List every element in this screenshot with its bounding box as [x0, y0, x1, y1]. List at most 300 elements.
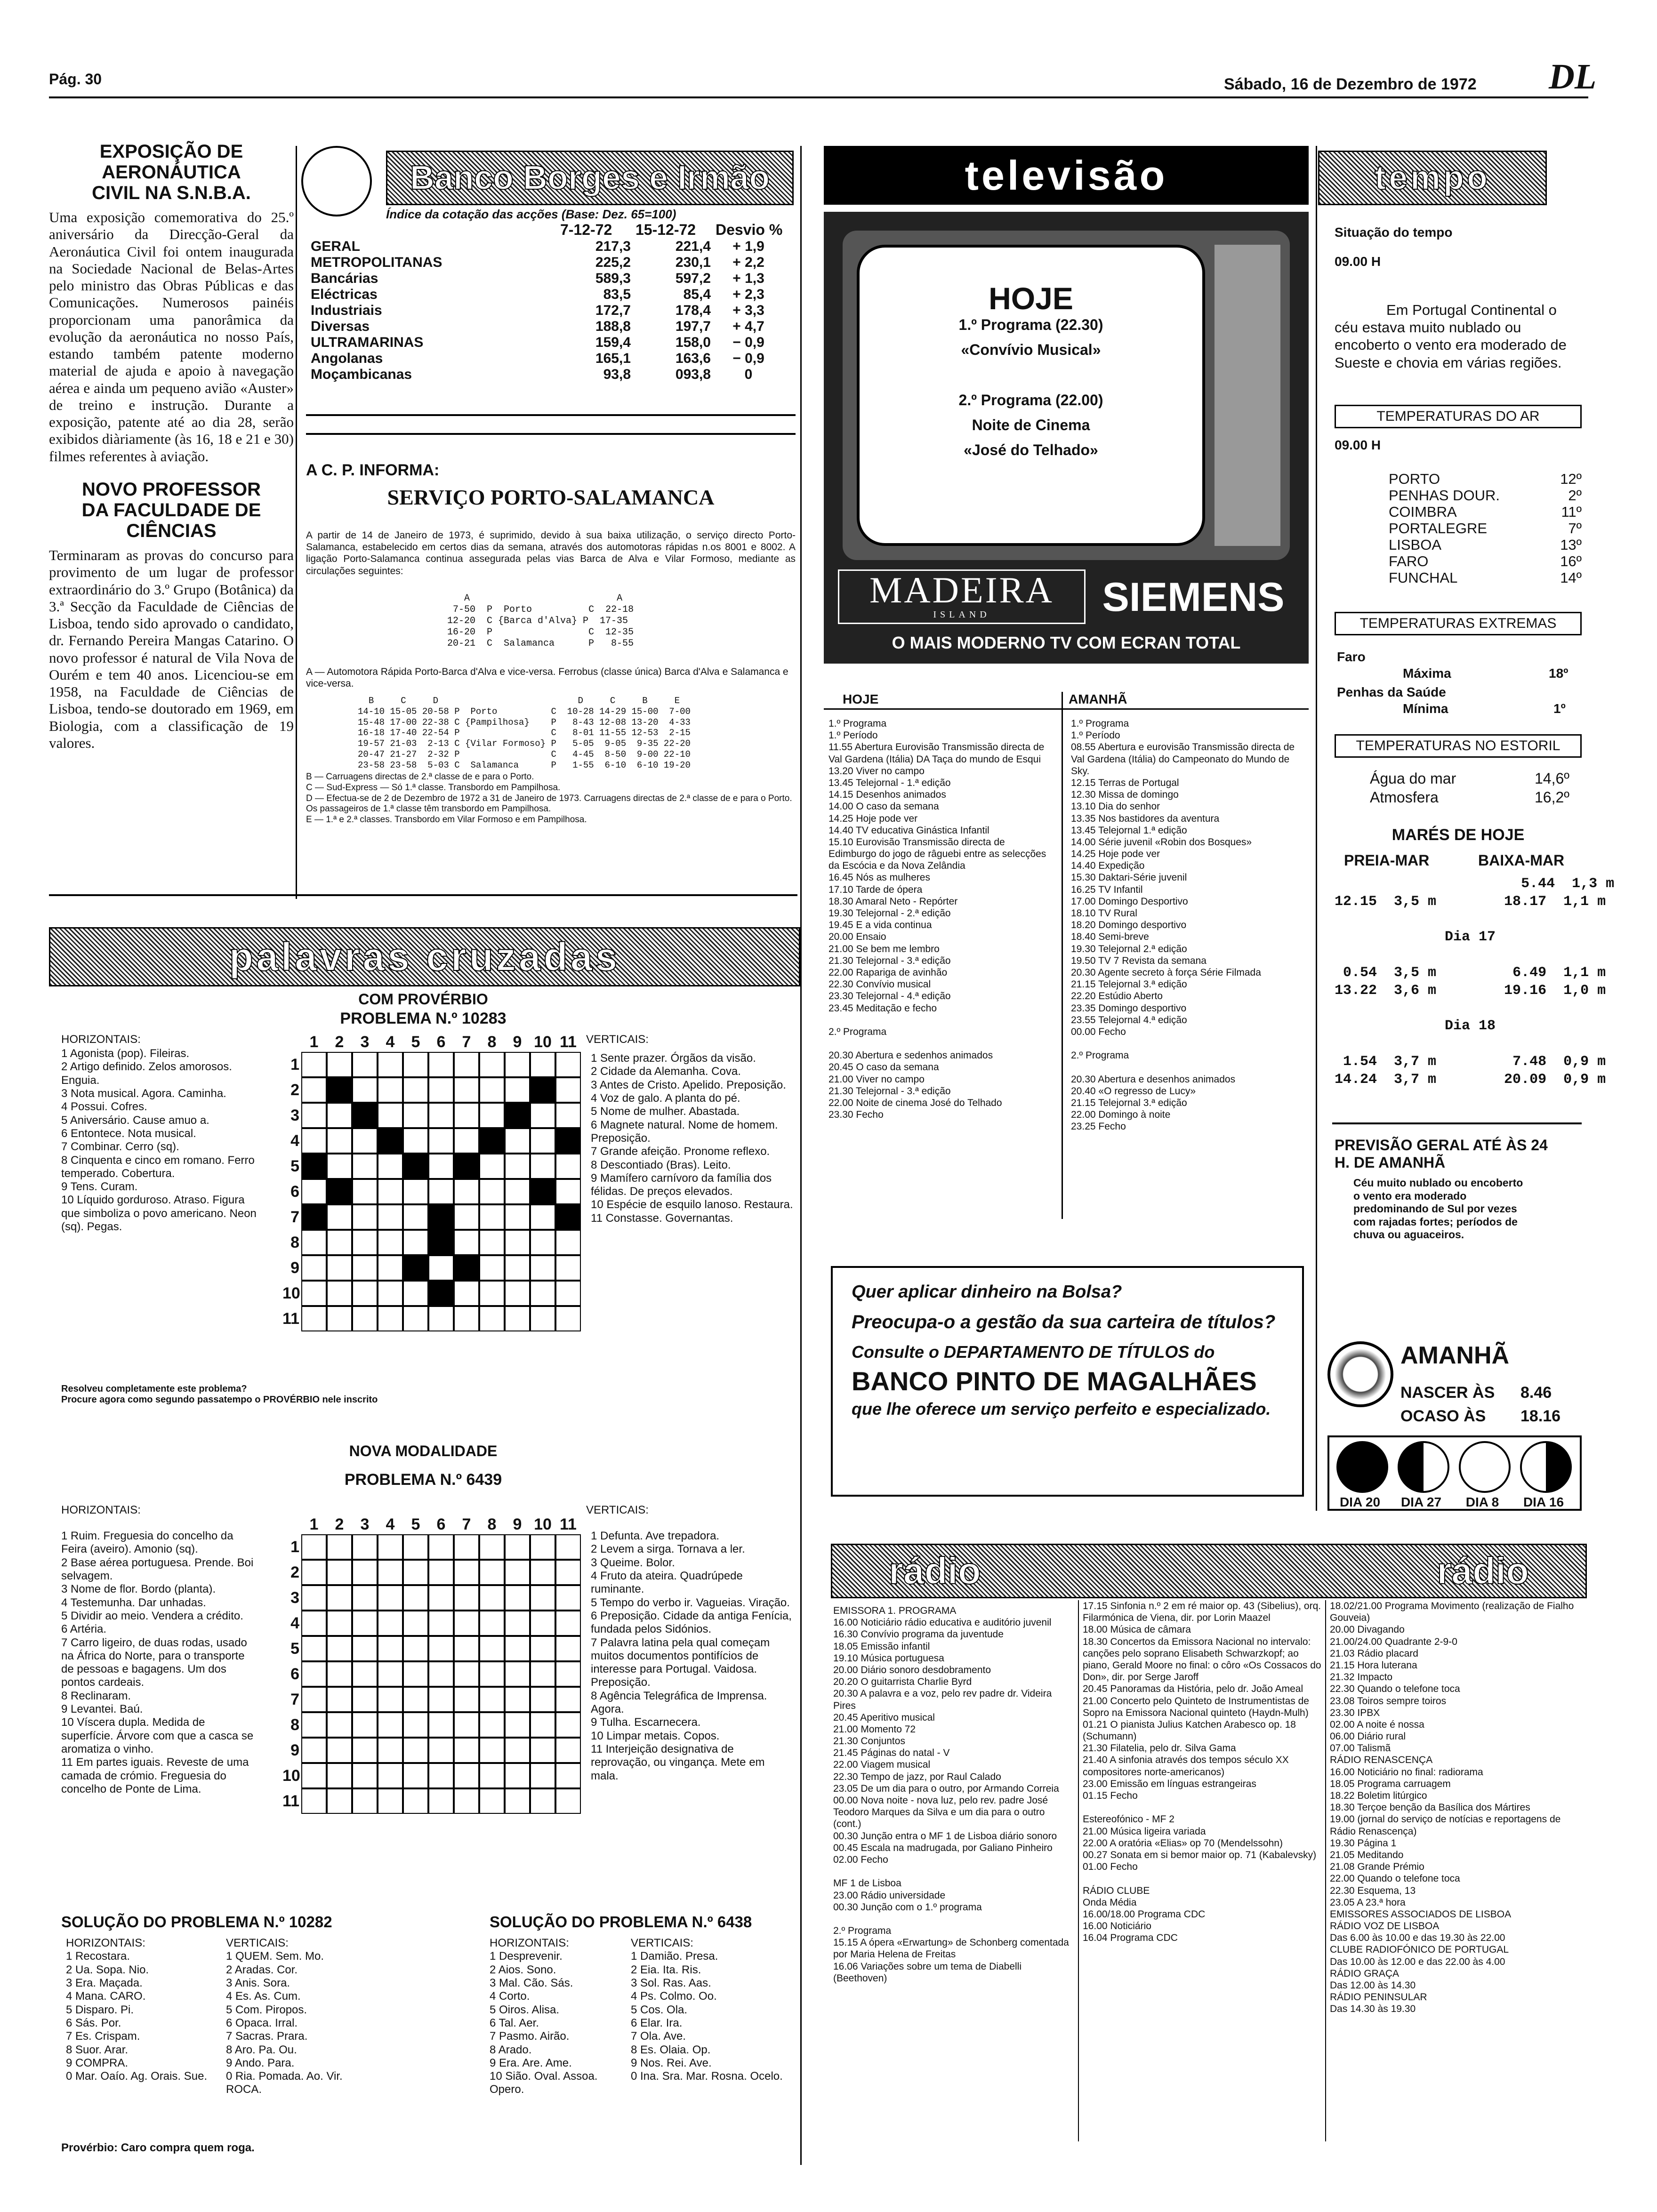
grid-cell[interactable]: [505, 1661, 530, 1687]
grid-cell[interactable]: [327, 1255, 352, 1281]
grid-black-cell: [555, 1128, 581, 1154]
grid-col-number: 11: [560, 1033, 577, 1051]
grid-cell[interactable]: [403, 1052, 428, 1077]
grid-cell[interactable]: [505, 1230, 530, 1255]
grid-cell[interactable]: [378, 1306, 403, 1331]
grid-col-number: 7: [462, 1033, 471, 1051]
grid-cell[interactable]: [403, 1661, 428, 1687]
crossword-grid-1[interactable]: [282, 1033, 584, 1334]
grid-cell[interactable]: [555, 1763, 581, 1788]
grid-cell[interactable]: [378, 1077, 403, 1103]
acp-title: SERVIÇO PORTO-SALAMANCA: [387, 485, 715, 509]
grid-cell[interactable]: [454, 1763, 479, 1788]
grid-cell[interactable]: [530, 1585, 555, 1611]
grid-cell[interactable]: [301, 1281, 327, 1306]
grid-cell[interactable]: [530, 1255, 555, 1281]
grid-cell[interactable]: [327, 1611, 352, 1636]
grid-cell[interactable]: [479, 1179, 505, 1204]
grid-cell[interactable]: [301, 1560, 327, 1585]
grid-cell[interactable]: [479, 1712, 505, 1738]
grid-row-number: 7: [290, 1208, 299, 1226]
grid-cell[interactable]: [301, 1763, 327, 1788]
grid-cell[interactable]: [505, 1306, 530, 1331]
grid-cell[interactable]: [428, 1585, 454, 1611]
cidade-temp: 2º: [1568, 487, 1582, 504]
grid-cell[interactable]: [505, 1738, 530, 1763]
exposicao-title: EXPOSIÇÃO DE AERONÁUTICA CIVIL NA S.N.B.A.: [92, 141, 251, 203]
grid-cell[interactable]: [555, 1154, 581, 1179]
grid-cell[interactable]: [479, 1636, 505, 1661]
grid-cell[interactable]: [352, 1128, 378, 1154]
grid-cell[interactable]: [403, 1687, 428, 1712]
grid-cell[interactable]: [403, 1712, 428, 1738]
grid-cell[interactable]: [454, 1712, 479, 1738]
grid-cell[interactable]: [479, 1763, 505, 1788]
grid-cell[interactable]: [428, 1712, 454, 1738]
grid-cell[interactable]: [505, 1687, 530, 1712]
grid-cell[interactable]: [428, 1077, 454, 1103]
grid-cell[interactable]: [530, 1687, 555, 1712]
grid-cell[interactable]: [403, 1611, 428, 1636]
grid-cell[interactable]: [327, 1534, 352, 1560]
grid-row-number: 2: [290, 1563, 299, 1581]
grid-cell[interactable]: [403, 1103, 428, 1128]
grid-cell[interactable]: [428, 1560, 454, 1585]
grid-cell[interactable]: [352, 1534, 378, 1560]
tv-screen: [857, 245, 1205, 546]
page-date: Sábado, 16 de Dezembro de 1972: [1224, 75, 1477, 93]
grid-cell[interactable]: [403, 1179, 428, 1204]
atmosfera-label: Atmosfera: [1370, 789, 1439, 806]
grid-cell[interactable]: [403, 1636, 428, 1661]
grid-cell[interactable]: [301, 1534, 327, 1560]
grid-cell[interactable]: [454, 1661, 479, 1687]
grid-col-number: 11: [560, 1515, 577, 1533]
grid-cell[interactable]: [555, 1255, 581, 1281]
grid-cell[interactable]: [378, 1712, 403, 1738]
grid-cell[interactable]: [327, 1306, 352, 1331]
p1-vert: 1 Sente prazer. Órgãos da visão. 2 Cidade da Alemanha. Cova. 3 Antes de Cristo. Apelido. Preposição. 4 Voz de galo. A planta do pé. 5 Nome de mulher. Abastada. 6 Magnete natural. Nome de homem. Preposição. 7 Grande afeição. Pronome reflexo. 8 Descontiado (Bras). Leito. 9 Mamífero carnívoro da família dos félidas. De preços elevados. 10 Espécie de esquilo lanoso. Restaura. 11 Constasse. Governantas.: [591, 1052, 793, 1225]
p1-title: COM PROVÉRBIO: [358, 991, 488, 1008]
grid-cell[interactable]: [428, 1661, 454, 1687]
grid-cell[interactable]: [403, 1763, 428, 1788]
banco-banner: Banco Borges e Irmão: [386, 151, 794, 205]
acp-table-1: A A 7-50 P Porto C 22-18 12-20 C {Barca d'Alva} P 17-35 16-20 P C 12-35 20-21 C Salamanca P 8-55: [447, 593, 634, 649]
grid-cell[interactable]: [530, 1281, 555, 1306]
cidade-nome: PORTALEGRE: [1389, 520, 1488, 537]
grid-cell[interactable]: [352, 1230, 378, 1255]
grid-cell[interactable]: [530, 1763, 555, 1788]
grid-cell[interactable]: [530, 1611, 555, 1636]
grid-cell[interactable]: [403, 1204, 428, 1230]
cidade-row: [1389, 487, 1582, 504]
grid-cell[interactable]: [530, 1128, 555, 1154]
grid-cell[interactable]: [428, 1103, 454, 1128]
grid-cell[interactable]: [479, 1611, 505, 1636]
banco-row: [311, 367, 791, 383]
grid-black-cell: [454, 1154, 479, 1179]
grid-cell[interactable]: [530, 1788, 555, 1814]
bolsa-ad: [831, 1266, 1304, 1497]
grid-cell[interactable]: [428, 1738, 454, 1763]
grid-cell[interactable]: [352, 1636, 378, 1661]
bolsa-bank: BANCO PINTO DE MAGALHÃES: [852, 1366, 1257, 1396]
grid-cell[interactable]: [352, 1763, 378, 1788]
grid-cell[interactable]: [505, 1281, 530, 1306]
grid-cell[interactable]: [428, 1306, 454, 1331]
grid-cell[interactable]: [378, 1204, 403, 1230]
grid-cell[interactable]: [479, 1560, 505, 1585]
grid-row-number: 8: [290, 1234, 299, 1251]
grid-cell[interactable]: [454, 1687, 479, 1712]
tv-brand-madeira: MADEIRA ISLAND: [838, 569, 1086, 624]
grid-cell[interactable]: [479, 1687, 505, 1712]
grid-cell[interactable]: [530, 1306, 555, 1331]
grid-cell[interactable]: [327, 1230, 352, 1255]
grid-cell[interactable]: [301, 1788, 327, 1814]
grid-cell[interactable]: [555, 1103, 581, 1128]
grid-cell[interactable]: [555, 1738, 581, 1763]
moon-new: [1336, 1441, 1388, 1493]
grid-cell[interactable]: [301, 1611, 327, 1636]
grid-cell[interactable]: [530, 1230, 555, 1255]
grid-cell[interactable]: [301, 1738, 327, 1763]
grid-cell[interactable]: [378, 1585, 403, 1611]
grid-cell[interactable]: [428, 1128, 454, 1154]
grid-cell[interactable]: [428, 1636, 454, 1661]
grid-cell[interactable]: [403, 1534, 428, 1560]
grid-cell[interactable]: [428, 1179, 454, 1204]
grid-cell[interactable]: [505, 1128, 530, 1154]
grid-cell[interactable]: [454, 1306, 479, 1331]
grid-cell[interactable]: [505, 1611, 530, 1636]
grid-black-cell: [555, 1204, 581, 1230]
grid-cell[interactable]: [530, 1661, 555, 1687]
grid-cell[interactable]: [378, 1763, 403, 1788]
grid-cell[interactable]: [403, 1560, 428, 1585]
grid-cell[interactable]: [352, 1788, 378, 1814]
grid-cell[interactable]: [352, 1255, 378, 1281]
grid-cell[interactable]: [530, 1738, 555, 1763]
grid-cell[interactable]: [530, 1204, 555, 1230]
grid-cell[interactable]: [301, 1306, 327, 1331]
grid-cell[interactable]: [555, 1534, 581, 1560]
grid-cell[interactable]: [555, 1636, 581, 1661]
grid-cell[interactable]: [555, 1306, 581, 1331]
grid-cell[interactable]: [454, 1534, 479, 1560]
grid-cell[interactable]: [301, 1585, 327, 1611]
grid-cell[interactable]: [403, 1281, 428, 1306]
grid-cell[interactable]: [505, 1052, 530, 1077]
grid-cell[interactable]: [530, 1052, 555, 1077]
grid-cell[interactable]: [378, 1103, 403, 1128]
grid-cell[interactable]: [301, 1179, 327, 1204]
nascer-label: NASCER ÀS: [1400, 1384, 1495, 1402]
grid-cell[interactable]: [327, 1103, 352, 1128]
grid-cell[interactable]: [479, 1738, 505, 1763]
grid-cell[interactable]: [378, 1052, 403, 1077]
grid-cell[interactable]: [530, 1712, 555, 1738]
grid-cell[interactable]: [555, 1611, 581, 1636]
moon-full: [1459, 1441, 1511, 1493]
grid-cell[interactable]: [505, 1534, 530, 1560]
grid-cell[interactable]: [505, 1179, 530, 1204]
grid-black-cell: [301, 1204, 327, 1230]
grid-cell[interactable]: [352, 1687, 378, 1712]
grid-cell[interactable]: [352, 1712, 378, 1738]
grid-cell[interactable]: [352, 1738, 378, 1763]
tv-prog1-label: 1.º Programa (22.30): [958, 316, 1103, 333]
grid-cell[interactable]: [454, 1052, 479, 1077]
grid-cell[interactable]: [555, 1788, 581, 1814]
grid-cell[interactable]: [454, 1585, 479, 1611]
grid-cell[interactable]: [352, 1052, 378, 1077]
grid-row-number: 10: [282, 1767, 300, 1785]
grid-cell[interactable]: [327, 1204, 352, 1230]
banco-cell-a: 589,3: [595, 271, 631, 286]
grid-col-number: 3: [360, 1515, 370, 1533]
grid-cell[interactable]: [428, 1052, 454, 1077]
grid-cell[interactable]: [301, 1230, 327, 1255]
grid-cell[interactable]: [327, 1661, 352, 1687]
grid-col-number: 3: [360, 1033, 370, 1051]
grid-cell[interactable]: [479, 1103, 505, 1128]
grid-cell[interactable]: [505, 1636, 530, 1661]
grid-cell[interactable]: [403, 1128, 428, 1154]
grid-cell[interactable]: [530, 1636, 555, 1661]
grid-cell[interactable]: [403, 1306, 428, 1331]
proverbio: Provérbio: Caro compra quem roga.: [61, 2141, 255, 2154]
cidade-nome: FUNCHAL: [1389, 569, 1458, 586]
acp-bottom-rule: [49, 894, 797, 896]
grid-cell[interactable]: [327, 1154, 352, 1179]
grid-cell[interactable]: [479, 1788, 505, 1814]
grid-cell[interactable]: [479, 1230, 505, 1255]
banco-cell-a: 93,8: [603, 367, 631, 382]
cidade-nome: FARO: [1389, 553, 1429, 569]
grid-cell[interactable]: [479, 1052, 505, 1077]
grid-cell[interactable]: [505, 1255, 530, 1281]
grid-cell[interactable]: [555, 1687, 581, 1712]
grid-black-cell: [479, 1128, 505, 1154]
bolsa-line4: que lhe oferece um serviço perfeito e especializado.: [852, 1399, 1271, 1419]
grid-col-number: 9: [513, 1515, 522, 1533]
grid-cell[interactable]: [327, 1636, 352, 1661]
grid-cell[interactable]: [327, 1585, 352, 1611]
grid-cell[interactable]: [505, 1788, 530, 1814]
grid-cell[interactable]: [352, 1306, 378, 1331]
grid-cell[interactable]: [378, 1636, 403, 1661]
tv-prog2-label: 2.º Programa (22.00): [958, 392, 1103, 409]
grid-cell[interactable]: [479, 1585, 505, 1611]
grid-cell[interactable]: [352, 1204, 378, 1230]
grid-cell[interactable]: [378, 1179, 403, 1204]
grid-cell[interactable]: [505, 1585, 530, 1611]
grid-cell[interactable]: [428, 1255, 454, 1281]
grid-cell[interactable]: [378, 1661, 403, 1687]
grid-cell[interactable]: [454, 1281, 479, 1306]
grid-black-cell: [403, 1255, 428, 1281]
grid-cell[interactable]: [555, 1661, 581, 1687]
bolsa-line3: Consulte o DEPARTAMENTO DE TÍTULOS do: [852, 1342, 1215, 1362]
banco-cell-b: 163,6: [675, 351, 711, 366]
grid-cell[interactable]: [505, 1560, 530, 1585]
grid-cell[interactable]: [301, 1636, 327, 1661]
grid-cell[interactable]: [352, 1661, 378, 1687]
grid-cell[interactable]: [454, 1128, 479, 1154]
grid-cell[interactable]: [301, 1687, 327, 1712]
grid-cell[interactable]: [479, 1306, 505, 1331]
grid-cell[interactable]: [403, 1585, 428, 1611]
grid-cell[interactable]: [378, 1154, 403, 1179]
grid-cell[interactable]: [428, 1611, 454, 1636]
p2-horiz: 1 Ruim. Freguesia do concelho da Feira (aveiro). Amonio (sq). 2 Base aérea portuguesa. Prende. Boi selvagem. 3 Nome de flor. Bordo (planta). 4 Testemunha. Dar unhadas. 5 Dividir ao meio. Vendera a crédito. 6 Artéria. 7 Carro ligeiro, de duas rodas, usado na África do Norte, para o transporte de pessoas e bagagens. Um dos pontos cardeais. 8 Reclinaram. 9 Levantei. Baú. 10 Víscera dupla. Medida de superfície. Árvore com que a casca se aromatiza o vinho. 11 Em partes iguais. Reveste de uma camada de crómio. Freguesia do concelho de Ponte de Lima.: [61, 1530, 254, 1795]
banco-cell-b: 197,7: [675, 319, 711, 334]
grid-cell[interactable]: [505, 1077, 530, 1103]
grid-cell[interactable]: [378, 1738, 403, 1763]
p2-vert: 1 Defunta. Ave trepadora. 2 Levem a sirga. Tornava a ler. 3 Queime. Bolor. 4 Fruto da ateira. Quadrúpede ruminante. 5 Tempo do verbo ir. Vagueias. Viração. 6 Preposição. Cidade da antiga Fenícia, fundada pelos Sidónios. 7 Palavra latina pela qual começam muitos documentos pontifícios de interesse para Portugal. Vaidosa. Preposição. 8 Agência Telegráfica de Imprensa. Agora. 9 Tulha. Escarnecera. 10 Limpar metais. Copos. 11 Interjeição designativa de reprovação, ou vingança. Mete em mala.: [591, 1530, 792, 1782]
grid-cell[interactable]: [378, 1255, 403, 1281]
grid-cell[interactable]: [403, 1230, 428, 1255]
banco-cell-a: 225,2: [595, 255, 631, 270]
grid-cell[interactable]: [555, 1077, 581, 1103]
grid-cell[interactable]: [327, 1712, 352, 1738]
grid-cell[interactable]: [378, 1534, 403, 1560]
grid-cell[interactable]: [327, 1052, 352, 1077]
grid-cell[interactable]: [378, 1560, 403, 1585]
banco-cell-name: Angolanas: [311, 351, 383, 366]
preia-label: PREIA-MAR: [1344, 852, 1430, 869]
grid-cell[interactable]: [555, 1585, 581, 1611]
grid-cell[interactable]: [555, 1052, 581, 1077]
grid-cell[interactable]: [378, 1611, 403, 1636]
maxima-value: 18º: [1549, 666, 1569, 681]
sol2-title: SOLUÇÃO DO PROBLEMA N.º 6438: [490, 1913, 752, 1931]
grid-cell[interactable]: [555, 1281, 581, 1306]
banco-cell-a: 159,4: [595, 335, 631, 350]
grid-cell[interactable]: [479, 1077, 505, 1103]
grid-cell[interactable]: [428, 1788, 454, 1814]
grid-cell[interactable]: [352, 1281, 378, 1306]
ocaso-value: 18.16: [1520, 1407, 1561, 1425]
grid-cell[interactable]: [327, 1788, 352, 1814]
tv-col-divider: [1062, 692, 1063, 1219]
grid-cell[interactable]: [352, 1560, 378, 1585]
grid-cell[interactable]: [428, 1154, 454, 1179]
grid-cell[interactable]: [454, 1077, 479, 1103]
grid-cell[interactable]: [454, 1636, 479, 1661]
grid-cell[interactable]: [555, 1179, 581, 1204]
grid-cell[interactable]: [327, 1128, 352, 1154]
grid-cell[interactable]: [403, 1788, 428, 1814]
grid-cell[interactable]: [454, 1204, 479, 1230]
banco-cell-name: GERAL: [311, 239, 360, 254]
banco-cell-d: − 0,9: [732, 335, 764, 350]
grid-cell[interactable]: [327, 1738, 352, 1763]
grid-cell[interactable]: [479, 1154, 505, 1179]
grid-cell[interactable]: [352, 1154, 378, 1179]
grid-cell[interactable]: [454, 1103, 479, 1128]
grid-cell[interactable]: [378, 1788, 403, 1814]
column-divider: [296, 146, 297, 899]
grid-cell[interactable]: [301, 1103, 327, 1128]
grid-cell[interactable]: [327, 1281, 352, 1306]
grid-cell[interactable]: [479, 1661, 505, 1687]
grid-cell[interactable]: [327, 1763, 352, 1788]
grid-cell[interactable]: [301, 1128, 327, 1154]
grid-cell[interactable]: [479, 1534, 505, 1560]
grid-cell[interactable]: [352, 1179, 378, 1204]
newspaper-logo: DL: [1549, 57, 1597, 96]
grid-cell[interactable]: [352, 1077, 378, 1103]
grid-cell[interactable]: [454, 1230, 479, 1255]
grid-cell[interactable]: [301, 1661, 327, 1687]
grid-cell[interactable]: [378, 1281, 403, 1306]
grid-cell[interactable]: [530, 1154, 555, 1179]
grid-cell[interactable]: [327, 1687, 352, 1712]
cidade-row: [1389, 553, 1582, 569]
grid-cell[interactable]: [555, 1560, 581, 1585]
grid-cell[interactable]: [505, 1712, 530, 1738]
grid-cell[interactable]: [352, 1585, 378, 1611]
cidade-row: [1389, 520, 1582, 537]
header-rule: [49, 96, 1588, 98]
grid-cell[interactable]: [555, 1712, 581, 1738]
grid-cell[interactable]: [454, 1738, 479, 1763]
grid-cell[interactable]: [479, 1255, 505, 1281]
palavras-banner: palavras cruzadas: [49, 927, 800, 986]
grid-cell[interactable]: [454, 1611, 479, 1636]
grid-cell[interactable]: [479, 1204, 505, 1230]
grid-cell[interactable]: [505, 1763, 530, 1788]
grid-cell[interactable]: [555, 1230, 581, 1255]
grid-row-number: 7: [290, 1691, 299, 1708]
grid-cell[interactable]: [530, 1534, 555, 1560]
grid-cell[interactable]: [327, 1560, 352, 1585]
tempo-banner: tempo: [1318, 151, 1547, 205]
grid-cell[interactable]: [479, 1281, 505, 1306]
grid-cell[interactable]: [352, 1611, 378, 1636]
grid-cell[interactable]: [378, 1687, 403, 1712]
grid-cell[interactable]: [505, 1154, 530, 1179]
grid-cell[interactable]: [428, 1534, 454, 1560]
banco-row: [311, 239, 791, 255]
grid-cell[interactable]: [403, 1738, 428, 1763]
grid-cell[interactable]: [301, 1255, 327, 1281]
grid-col-number: 7: [462, 1515, 471, 1533]
grid-cell[interactable]: [530, 1103, 555, 1128]
grid-cell[interactable]: [378, 1230, 403, 1255]
previsao-title: PREVISÃO GERAL ATÉ ÀS 24 H. DE AMANHÃ: [1335, 1137, 1548, 1171]
grid-cell[interactable]: [428, 1763, 454, 1788]
grid-cell[interactable]: [301, 1052, 327, 1077]
grid-cell[interactable]: [505, 1204, 530, 1230]
grid-cell[interactable]: [454, 1179, 479, 1204]
grid-row-number: 8: [290, 1716, 299, 1734]
tv-prog1-show: «Convívio Musical»: [961, 341, 1101, 358]
grid-cell[interactable]: [454, 1560, 479, 1585]
agua-label: Água do mar: [1370, 770, 1456, 787]
grid-cell[interactable]: [454, 1788, 479, 1814]
grid-cell[interactable]: [301, 1712, 327, 1738]
grid-cell[interactable]: [301, 1077, 327, 1103]
grid-cell[interactable]: [403, 1077, 428, 1103]
grid-cell[interactable]: [530, 1560, 555, 1585]
banco-cell-d: + 2,2: [732, 255, 764, 270]
grid-cell[interactable]: [428, 1687, 454, 1712]
crossword-grid-2[interactable]: [282, 1515, 584, 1817]
grid-col-number: 5: [411, 1033, 420, 1051]
